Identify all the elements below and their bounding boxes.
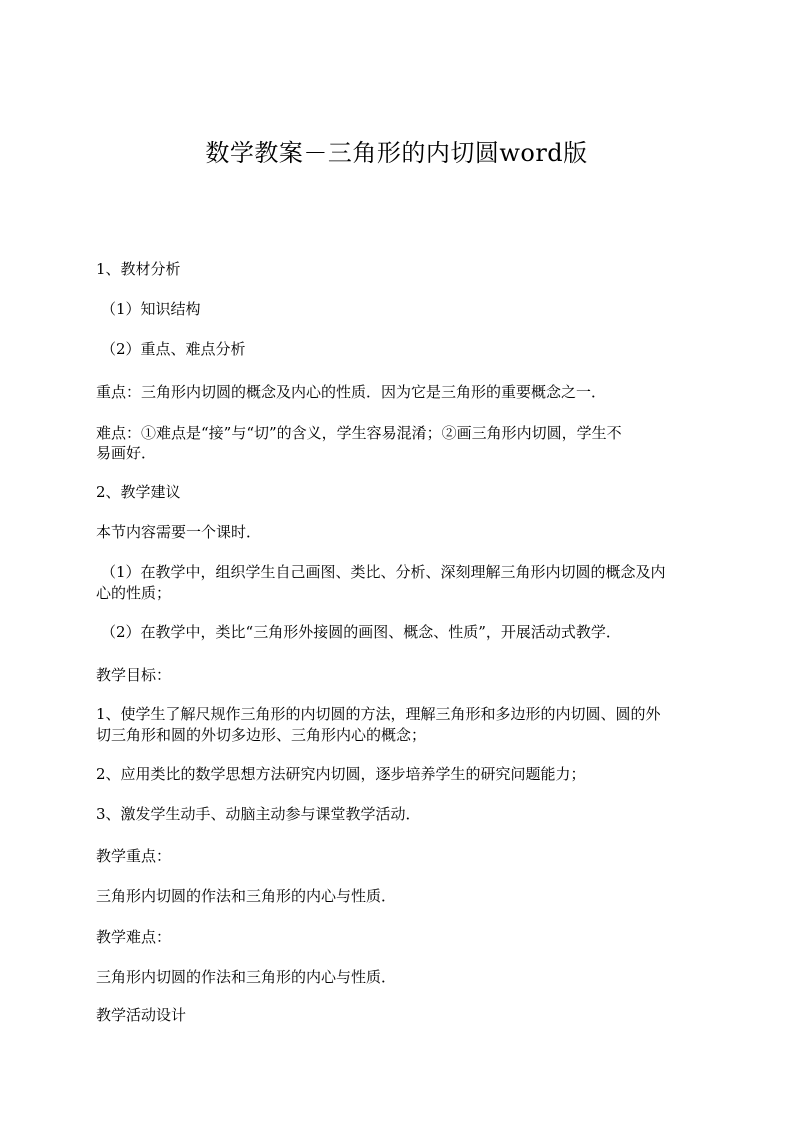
paragraph-key-point: 重点：三角形内切圆的概念及内心的性质．因为它是三角形的重要概念之一． (96, 383, 607, 401)
paragraph-suggestion-2: （2）在教学中，类比“三角形外接圆的画图、概念、性质”，开展活动式教学． (101, 623, 621, 641)
subsection-key-difficult-points: （2）重点、难点分析 (101, 340, 246, 358)
heading-teaching-difficulty: 教学难点： (96, 928, 172, 946)
paragraph-difficult-point-line2: 易画好． (96, 444, 157, 462)
objective-1-line1: 1、使学生了解尺规作三角形的内切圆的方法，理解三角形和多边形的内切圆、圆的外 (96, 705, 661, 723)
paragraph-one-lesson: 本节内容需要一个课时． (96, 523, 262, 541)
section-heading-materials: 1、教材分析 (96, 260, 181, 278)
objective-1-line2: 切三角形和圆的外切多边形、三角形内心的概念； (96, 726, 427, 744)
objective-3: 3、激发学生动手、动脑主动参与课堂教学活动． (96, 805, 421, 823)
paragraph-difficult-point-line1: 难点：①难点是“接”与“切”的含义，学生容易混淆；②画三角形内切圆，学生不 (96, 424, 622, 442)
heading-teaching-key-point: 教学重点： (96, 847, 172, 865)
paragraph-suggestion-1-line2: 心的性质； (96, 584, 172, 602)
heading-activity-design: 教学活动设计 (96, 1006, 187, 1024)
section-heading-suggestions: 2、教学建议 (96, 483, 181, 501)
heading-teaching-objectives: 教学目标： (96, 666, 172, 684)
subsection-knowledge-structure: （1）知识结构 (101, 300, 201, 318)
document-title: 数学教案－三角形的内切圆word版 (205, 139, 588, 167)
teaching-difficulty-text: 三角形内切圆的作法和三角形的内心与性质． (96, 968, 397, 986)
paragraph-suggestion-1-line1: （1）在教学中，组织学生自己画图、类比、分析、深刻理解三角形内切圆的概念及内 (101, 563, 666, 581)
objective-2: 2、应用类比的数学思想方法研究内切圆，逐步培养学生的研究问题能力； (96, 765, 586, 783)
teaching-key-point-text: 三角形内切圆的作法和三角形的内心与性质． (96, 887, 397, 905)
